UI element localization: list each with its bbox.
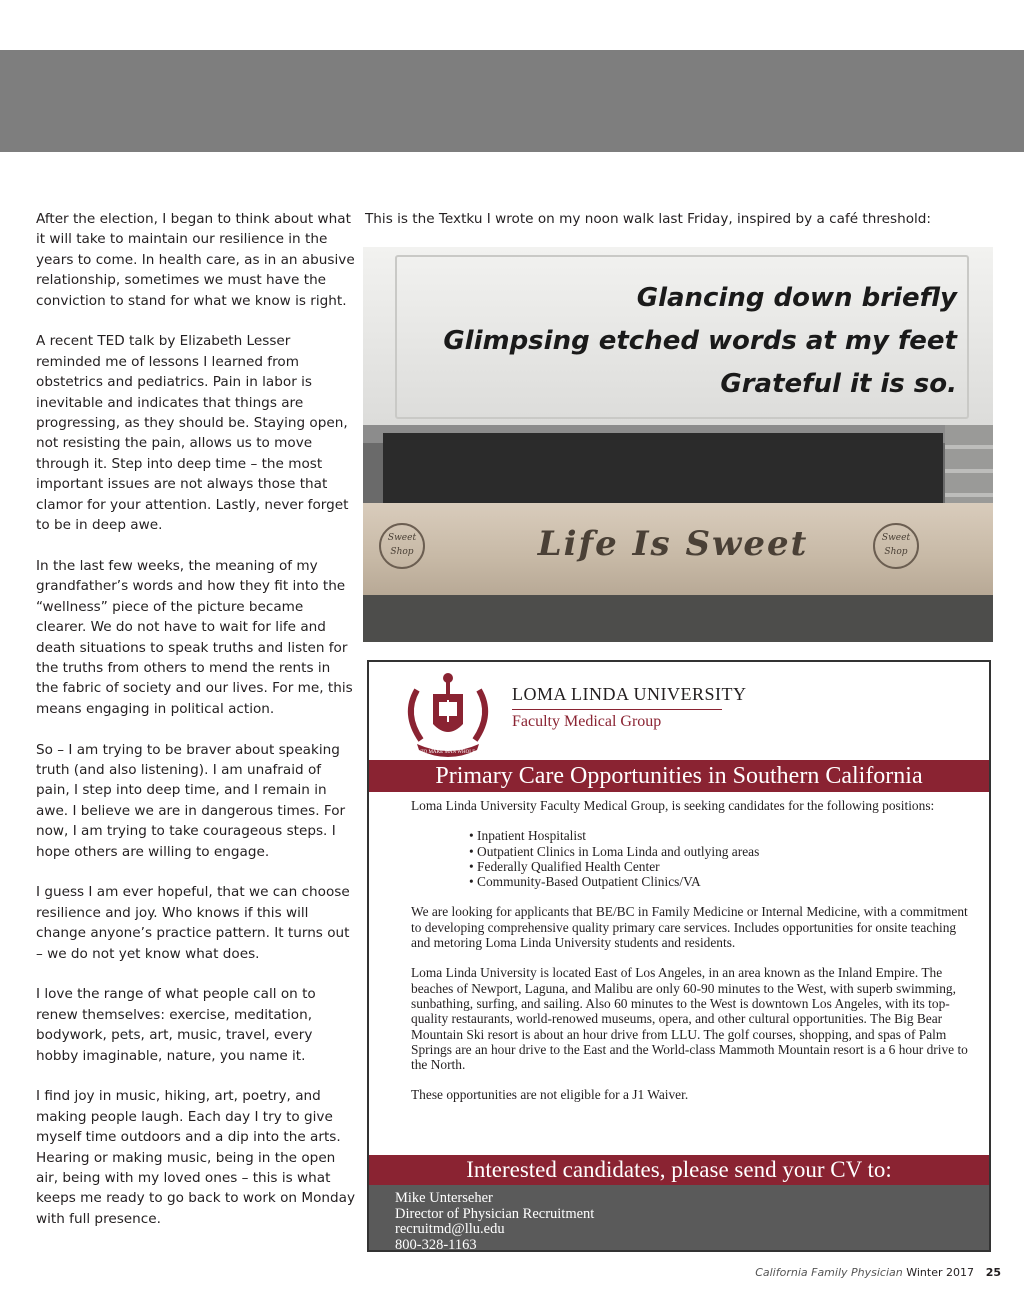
- shop-seal-right: Sweet Shop: [873, 523, 919, 569]
- list-item: • Outpatient Clinics in Loma Linda and outlying areas: [469, 844, 971, 859]
- haiku-line: Glancing down briefly: [636, 283, 957, 313]
- ad-requirements: We are looking for applicants that BE/BC in Family Medicine or Internal Medicine, with a commitment to developing comprehensive quality primary care services. Includes opportunities for onsite teaching and metoring Loma Linda University students and residents.: [411, 904, 968, 951]
- contact-name: Mike Unterseher: [395, 1190, 493, 1206]
- issue-label: Winter 2017: [906, 1266, 974, 1279]
- ad-location: Loma Linda University is located East of Los Angeles, in an area known as the Inland Empire. The beaches of Newport, Laguna, and Malibu are only 60-90 minutes to the West, with superb swimming, sunbathing, surfing, and sailing. Also 60 minutes to the West is downtown Los Angeles, with its top-quality restaurants, world-renowed museums, opera, and other cultural opportunities. The Big Bear Mountain Ski resort is about an hour drive from LLU. The golf courses, shopping, and spas of Palm Springs are an hour drive to the East and the World-class Mammoth Mountain resort is a 6 hour drive to the North.: [411, 965, 968, 1073]
- publication-name: California Family Physician: [755, 1266, 903, 1279]
- article-column: [36, 209, 356, 1250]
- ad-cta: Interested candidates, please send your CV to:: [369, 1155, 989, 1185]
- paragraph: I love the range of what people call on to renew themselves: exercise, meditation, bodywork, pets, art, music, travel, every hobby imaginable, nature, you name it.: [36, 986, 316, 1064]
- ad-body: [411, 798, 971, 1118]
- contact-title: Director of Physician Recruitment: [395, 1205, 595, 1222]
- etched-words: Life Is Sweet: [537, 524, 809, 564]
- university-crest-icon: [399, 670, 497, 758]
- paragraph: I guess I am ever hopeful, that we can choose resilience and joy. Who knows if this will change anyone’s practice pattern. It turns out – we do not yet know what does.: [36, 884, 350, 962]
- contact-block: [369, 1185, 989, 1253]
- crest-motto: TO MAKE MAN WHOLE: [420, 750, 476, 755]
- paragraph: After the election, I began to think about what it will take to maintain our resilience in the years to come. In health care, as in an abusive relationship, sometimes we must have the conviction to stand for what we know is right.: [36, 211, 355, 309]
- haiku-line: Glimpsing etched words at my feet: [443, 326, 957, 356]
- position-list: [469, 828, 971, 889]
- header-band: [0, 50, 1024, 152]
- paragraph: So – I am trying to be braver about speaking truth (and also listening). I am unafraid of pain, I step into deep time, and I remain in awe. I believe we are in dangerous times. For now, I am trying to take courageous steps. I hope others are willing to engage.: [36, 741, 346, 860]
- paragraph: I find joy in music, hiking, art, poetry, and making people laugh. Each day I try to give myself time outdoors and a dip into the arts. Hearing or making music, being in the open air, being with my loved ones – this is what keeps me ready to go back to work on Monday with full presence.: [36, 1088, 356, 1227]
- group-name: Faculty Medical Group: [512, 713, 662, 730]
- page-footer: [755, 1266, 1001, 1279]
- university-name: LOMA LINDA UNIVERSITY: [512, 684, 747, 704]
- contact-phone: 800-328-1163: [395, 1236, 477, 1253]
- paragraph: A recent TED talk by Elizabeth Lesser reminded me of lessons I learned from obstetrics and pediatrics. Pain in labor is inevitable and indicates that things are progressing, as they should be. Staying open, not resisting the pain, allows us to move through it. Step into deep time – the most important issues are not always those that clamor for your attention. Lastly, never forget to be in deep awe.: [36, 333, 349, 534]
- list-item: • Inpatient Hospitalist: [469, 828, 971, 843]
- threshold-photo: [363, 247, 993, 642]
- recruitment-ad: [367, 660, 991, 1252]
- haiku-text: [443, 277, 957, 406]
- paragraph: In the last few weeks, the meaning of my grandfather’s words and how they fit into the “wellness” piece of the picture became clearer. We do not have to wait for life and death situations to speak truths and listen for the truths from others to mend the rents in the fabric of society and our lives. For me, this means engaging in political action.: [36, 557, 353, 717]
- list-item: • Federally Qualified Health Center: [469, 859, 971, 874]
- ad-intro: Loma Linda University Faculty Medical Group, is seeking candidates for the following positions:: [411, 798, 935, 813]
- ad-note: These opportunities are not eligible for a J1 Waiver.: [411, 1087, 689, 1103]
- page-number: 25: [985, 1266, 1001, 1279]
- ad-headline: Primary Care Opportunities in Southern California: [369, 760, 989, 792]
- haiku-line: Grateful it is so.: [720, 369, 957, 399]
- list-item: • Community-Based Outpatient Clinics/VA: [469, 874, 971, 889]
- contact-email[interactable]: recruitmd@llu.edu: [395, 1221, 505, 1237]
- shop-seal-left: Sweet Shop: [379, 523, 425, 569]
- photo-intro: This is the Textku I wrote on my noon walk last Friday, inspired by a café threshold:: [365, 211, 932, 227]
